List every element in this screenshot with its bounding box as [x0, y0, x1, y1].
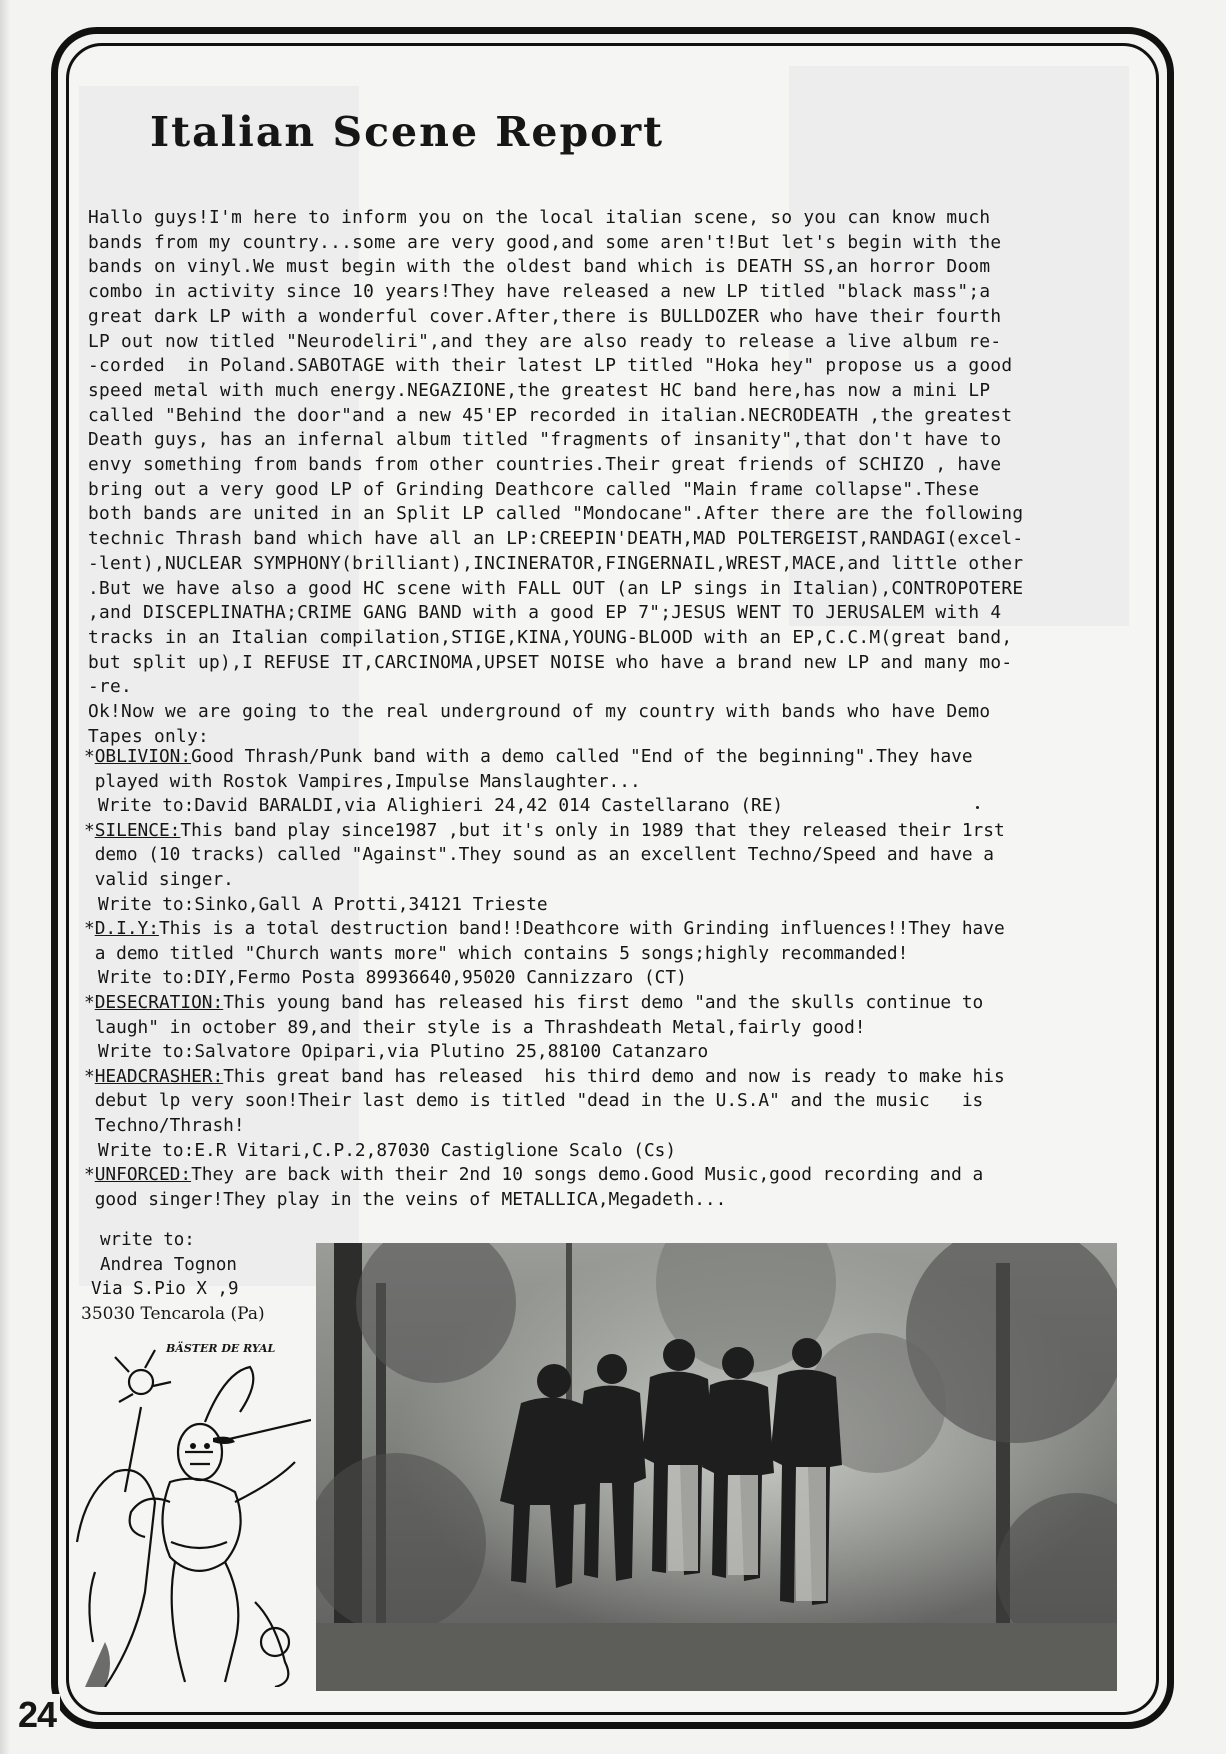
- band-description: They are back with their 2nd 10 songs demo.Good Music,good recording and a: [191, 1164, 984, 1186]
- demo-entry-line: laugh" in october 89,and their style is a Thrashdeath Metal,fairly good!: [84, 1016, 866, 1038]
- band-photo-image: [316, 1243, 1117, 1691]
- bullet-star: *: [84, 918, 95, 940]
- demo-entry-line: demo (10 tracks) called "Against".They sound as an excellent Techno/Speed and have a: [84, 844, 994, 866]
- demo-entry-line: Techno/Thrash!: [84, 1114, 245, 1136]
- bullet-star: *: [84, 991, 95, 1013]
- demo-entry: [84, 819, 1164, 917]
- intro-paragraph: Hallo guys!I'm here to inform you on the local italian scene, so you can know much bands from my country...some are very good,and some aren't!But let's begin with the bands on vinyl.We must begin with the oldest band which is DEATH SS,an horror Doom combo in activity since 10 years!They have released a new LP titled "black mass";a great dark LP with a wonderful cover.After,there is BULLDOZER who have their fourth LP out now titled "Neurodeliri",and they are also ready to release a live album re- -corded in Poland.SABOTAGE with their latest LP titled "Hoka hey" propose us a good speed metal with much energy.NEGAZIONE,the greatest HC band here,has now a mini LP called "Behind the door"and a new 45'EP recorded in italian.NECRODEATH ,the greatest Death guys, has an infernal album titled "fragments of insanity",that don't have to envy something from bands from other countries.Their great friends of SCHIZO , have bring out a very good LP of Grinding Deathcore called "Main frame collapse".These both bands are united in an Split LP called "Mondocane".After there are the following technic Thrash band which have all an LP:CREEPIN'DEATH,MAD POLTERGEIST,RANDAGI(excel- -lent),NUCLEAR SYMPHONY(brilliant),INCINERATOR,FINGERNAIL,WREST,MACE,and little other .But we have also a good HC scene with FALL OUT (an LP sings in Italian),CONTROPOTERE ,and DISCEPLINATHA;CRIME GANG BAND with a good EP 7";JESUS WENT TO JERUSALEM with 4 tracks in an Italian compilation,STIGE,KINA,YOUNG-BLOOD with an EP,C.C.M(great band, but split up),I REFUSE IT,CARCINOMA,UPSET NOISE who have a brand new LP and many mo- -re. Ok!Now we are going to the real underground of my country with bands who have Demo Tapes only:: [88, 207, 1024, 747]
- demo-entry: [84, 745, 1164, 819]
- demo-entry-line: [84, 1163, 1164, 1188]
- warrior-illustration: [75, 1342, 311, 1687]
- write-to-address: Write to:Sinko,Gall A Protti,34121 Trieste: [98, 893, 548, 915]
- band-description: This is a total destruction band!!Deathcore with Grinding influences!!They have: [158, 918, 1005, 940]
- band-name: OBLIVION:: [94, 746, 192, 767]
- band-name: D.I.Y:: [94, 918, 159, 940]
- band-name: DESECRATION:: [94, 991, 224, 1013]
- demo-entry: [84, 1065, 1164, 1163]
- demo-list: [84, 745, 1164, 1212]
- page-edge: [0, 0, 10, 1754]
- write-to-address: Write to:David BARALDI,via Alighieri 24,42 014 Castellarano (RE): [98, 795, 784, 817]
- address-name: Andrea Tognon: [100, 1254, 237, 1275]
- final-address: [80, 1228, 265, 1326]
- artist-signature: BÄSTER DE RYAL: [166, 1342, 276, 1355]
- band-description: This young band has released his first demo "and the skulls continue to: [223, 991, 984, 1013]
- band-description: Good Thrash/Punk band with a demo called "End of the beginning".They have: [191, 746, 973, 767]
- bullet-star: *: [84, 819, 95, 841]
- demo-entry: [84, 991, 1164, 1065]
- bullet-star: *: [84, 1164, 95, 1186]
- demo-entry-line: [84, 917, 1164, 942]
- band-name: SILENCE:: [94, 819, 181, 841]
- band-photo: [316, 1243, 1117, 1691]
- write-to-address: Write to:Salvatore Opipari,via Plutino 25,88100 Catanzaro: [98, 1041, 709, 1063]
- bullet-star: *: [84, 1065, 95, 1087]
- demo-entry: [84, 1163, 1164, 1212]
- demo-entry-line: a demo titled "Church wants more" which contains 5 songs;highly recommanded!: [84, 942, 909, 964]
- article-title: Italian Scene Report: [150, 108, 665, 156]
- band-description: This great band has released his third demo and now is ready to make his: [223, 1065, 1005, 1087]
- band-description: This band play since1987 ,but it's only in 1989 that they released their 1rst: [180, 819, 1005, 841]
- demo-entry-line: debut lp very soon!Their last demo is titled "dead in the U.S.A" and the music is: [84, 1090, 984, 1112]
- demo-entry-line: played with Rostok Vampires,Impulse Manslaughter...: [84, 770, 641, 792]
- bullet-star: *: [84, 746, 95, 767]
- demo-entry-line: [84, 1065, 1164, 1090]
- band-name: HEADCRASHER:: [94, 1065, 224, 1087]
- address-street: Via S.Pio X ,9: [91, 1279, 239, 1299]
- band-name: UNFORCED:: [94, 1164, 192, 1186]
- demo-entry-line: [84, 991, 1164, 1016]
- ink-dot: [976, 806, 979, 809]
- demo-entry-line: good singer!They play in the veins of METALLICA,Megadeth...: [84, 1188, 727, 1210]
- comic-warrior-drawing: [75, 1342, 311, 1687]
- demo-entry-line: [84, 745, 1164, 770]
- write-to-address: Write to:E.R Vitari,C.P.2,87030 Castiglione Scalo (Cs): [98, 1139, 677, 1161]
- demo-entry-line: [84, 819, 1164, 844]
- demo-entry-line: valid singer.: [84, 868, 234, 890]
- address-city: 35030 Tencarola (Pa): [81, 1303, 265, 1324]
- write-to-address: Write to:DIY,Fermo Posta 89936640,95020 Cannizzaro (CT): [98, 967, 687, 989]
- demo-entry: [84, 917, 1164, 991]
- address-label: write to:: [100, 1230, 195, 1250]
- page-number: 24: [14, 1694, 60, 1736]
